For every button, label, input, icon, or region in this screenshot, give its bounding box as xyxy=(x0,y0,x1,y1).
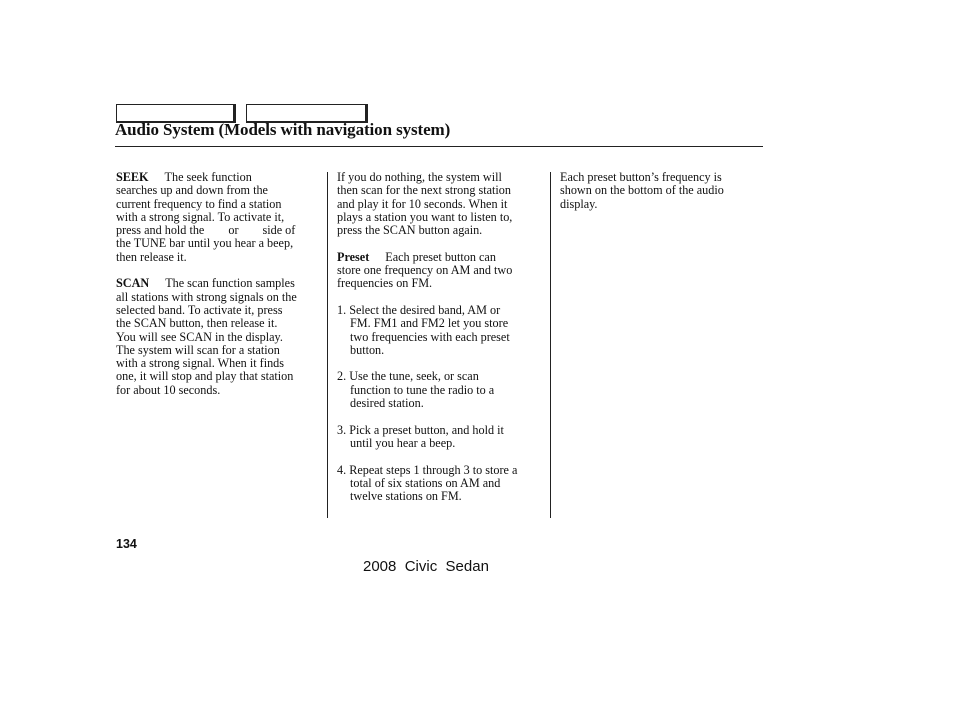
text-line: 1. Select the desired band, AM or xyxy=(337,302,501,317)
text-line: with a strong signal. To activate it, xyxy=(116,209,285,224)
text-line: display. xyxy=(560,196,598,211)
step-4 xyxy=(337,464,543,504)
text-line: and play it for 10 seconds. When it xyxy=(337,196,508,211)
text-line: Preset Each preset button can xyxy=(337,249,496,264)
text-line: SCAN The scan function samples xyxy=(116,276,295,291)
seek-paragraph xyxy=(116,171,322,264)
text-line: FM. FM1 and FM2 let you store xyxy=(350,316,509,331)
text-line: SEEK The seek function xyxy=(116,170,252,184)
column-1 xyxy=(116,171,322,410)
page-number: 134 xyxy=(116,537,137,551)
text-line: one, it will stop and play that station xyxy=(116,369,294,384)
text-line: 4. Repeat steps 1 through 3 to store a xyxy=(337,462,518,477)
text-line: all stations with strong signals on the xyxy=(116,289,297,304)
text-line: for about 10 seconds. xyxy=(116,382,221,397)
text-line: function to tune the radio to a xyxy=(350,382,495,397)
text-line: two frequencies with each preset xyxy=(350,329,510,344)
preset-keyword: Preset xyxy=(337,249,370,264)
text-line: total of six stations on AM and xyxy=(350,475,501,490)
scan-paragraph xyxy=(116,277,322,397)
text-line: button. xyxy=(350,342,385,357)
text-line: until you hear a beep. xyxy=(350,435,456,450)
text-line: then release it. xyxy=(116,249,187,264)
text-line: You will see SCAN in the display. xyxy=(116,329,283,344)
text-line: desired station. xyxy=(350,396,424,411)
text-line: shown on the bottom of the audio xyxy=(560,183,724,198)
text-line: If you do nothing, the system will xyxy=(337,170,502,184)
seek-keyword: SEEK xyxy=(116,170,149,184)
scan-keyword: SCAN xyxy=(116,276,150,291)
column-divider-2 xyxy=(550,172,551,518)
text-line: searches up and down from the xyxy=(116,183,268,198)
text-line: current frequency to find a station xyxy=(116,196,282,211)
text-line: The system will scan for a station xyxy=(116,342,280,357)
step-2 xyxy=(337,370,543,410)
page-title: Audio System (Models with navigation system) xyxy=(115,120,451,139)
text-line: Each preset button’s frequency is xyxy=(560,170,722,184)
text-line: store one frequency on AM and two xyxy=(337,263,513,278)
column-2 xyxy=(337,171,543,517)
step-3 xyxy=(337,424,543,451)
scan-continued-paragraph xyxy=(337,171,543,237)
column-3 xyxy=(560,171,760,224)
text-line: twelve stations on FM. xyxy=(350,489,462,504)
text-line: 3. Pick a preset button, and hold it xyxy=(337,422,504,437)
preset-display-paragraph xyxy=(560,171,760,211)
step-1 xyxy=(337,304,543,357)
text-line: then scan for the next strong station xyxy=(337,183,511,198)
text-line: plays a station you want to listen to, xyxy=(337,209,513,224)
text-line: press and hold the or side of xyxy=(116,223,296,238)
text-line: frequencies on FM. xyxy=(337,276,433,291)
preset-paragraph xyxy=(337,251,543,291)
text-line: 2. Use the tune, seek, or scan xyxy=(337,369,479,384)
text-line: the SCAN button, then release it. xyxy=(116,316,278,331)
text-line: selected band. To activate it, press xyxy=(116,302,283,317)
column-divider-1 xyxy=(327,172,328,518)
text-line: with a strong signal. When it finds xyxy=(116,356,285,371)
footer-model: 2008 Civic Sedan xyxy=(363,558,489,575)
text-line: press the SCAN button again. xyxy=(337,223,483,238)
title-rule xyxy=(115,146,763,147)
text-line: the TUNE bar until you hear a beep, xyxy=(116,236,294,251)
